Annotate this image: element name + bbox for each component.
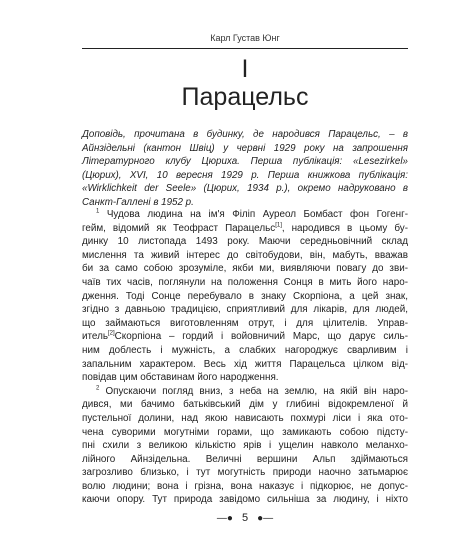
paragraph-2-line: пустельної долини, над якою нависають похмурі ліси і яка ото-	[82, 412, 408, 424]
intro-note	[82, 128, 408, 210]
intro-line: (Цюрих), XVI, 10 вересня 1929 р. Перша книжкова публікація:	[82, 169, 408, 181]
footnote-ref[interactable]: [1]	[275, 222, 282, 229]
intro-line: Літературного клубу Цюриха. Перша публікація: «Lesezirkel»	[82, 156, 408, 168]
running-head: Карл Густав Юнг	[210, 33, 280, 43]
paragraph-1-line	[82, 222, 408, 236]
paragraph-text: Скорпіона – гордий і войовничий Марс, що дарує силь-	[114, 331, 408, 343]
body-text	[82, 208, 408, 507]
intro-line: Доповідь, прочитана в будинку, де народився Парацельс, – в	[82, 129, 408, 140]
intro-line: «Wirklichkeit der Seele» (Цюрих, 1934 р.), окремо надруковано в	[82, 183, 408, 195]
paragraph-1-line: ним доблесть і мужність, а слабких нагороджує сварливим і	[82, 344, 408, 356]
paragraph-2-line	[82, 385, 408, 399]
paragraph-2-line: чена суворими могутніми горами, що замикають собою підсту-	[82, 426, 408, 438]
intro-line: Айнзідельні (кантон Швіц) у червні 1929 року на запрошення	[82, 142, 408, 154]
footer-ornament-right: ●—	[257, 512, 274, 524]
paragraph-1-line: динку 10 листопада 1493 року. Маючи середньовічний склад	[82, 236, 408, 248]
paragraph-1-line: дження. Тоді Сонце перебувало в знаку Скорпіона, а цей знак,	[82, 290, 408, 302]
paragraph-1-line	[82, 330, 408, 344]
paragraph-1-line: би за само собою зрозуміле, якби ми, виявляючи повагу до зви-	[82, 263, 408, 275]
paragraph-1-line: повідав цим обставинам його народження.	[82, 372, 279, 384]
paragraph-1-line: згідно з давньою традицією, сприятливий для лікарів, для людей,	[82, 304, 408, 316]
paragraph-text: итель	[82, 331, 108, 343]
paragraph-text: , народився в цьому бу-	[281, 222, 408, 234]
paragraph-2-line: каючи опору. Тут природа завідомо сильніша за людину, і ніхто	[82, 494, 408, 506]
paragraph-1-line: чаїв тих часів, поглянули на положення Сонця в мить його наро-	[82, 276, 408, 288]
chapter-title: Парацельс	[181, 83, 309, 111]
page-footer	[82, 512, 408, 524]
page-number: 5	[241, 512, 249, 525]
footer-ornament-left: —●	[216, 512, 233, 524]
paragraph-1-line	[82, 208, 408, 222]
paragraph-number: 1	[96, 208, 100, 215]
paragraph-text: Чудова людина на ім'я Філіп Ауреол Бомбаст фон Гогенг-	[106, 209, 408, 220]
header-rule	[82, 48, 408, 49]
paragraph-text: гейм, відомий як Теофраст Парацельс	[82, 222, 276, 234]
paragraph-text: Опускаючи погляд вниз, з неба на землю, на якій він наро-	[105, 385, 408, 397]
paragraph-1-line: запальним характером. Весь хід життя Парацельса цілком від-	[82, 358, 408, 370]
paragraph-number: 2	[96, 385, 100, 392]
paragraph-2-line: загрозливо близько, і тут могутність природи наочно затьмарює	[82, 467, 408, 479]
paragraph-2-line: лійного Айнзідельна. Величні вершини Альп здіймаються	[82, 453, 408, 465]
chapter-number: I	[241, 55, 249, 83]
paragraph-2-line: дився, ми бачимо батьківський дім у глибині відокремленої й	[82, 399, 408, 411]
intro-line: Санкт-Галлені в 1952 р.	[82, 196, 194, 208]
footnote-ref[interactable]: [2]	[108, 331, 115, 338]
paragraph-2-line: волю людини; вона і грізна, вона наказує і підкорює, не допус-	[82, 480, 408, 492]
paragraph-2-line: пні схили з великою кількістю ярів і ущелин навколо меланхо-	[82, 440, 408, 452]
paragraph-1-line: що займаються виготовленням отрут, і для цілителів. Управ-	[82, 317, 408, 329]
paragraph-1-line: мислення та живий інтерес до світобудови, він, мабуть, вважав	[82, 249, 408, 261]
